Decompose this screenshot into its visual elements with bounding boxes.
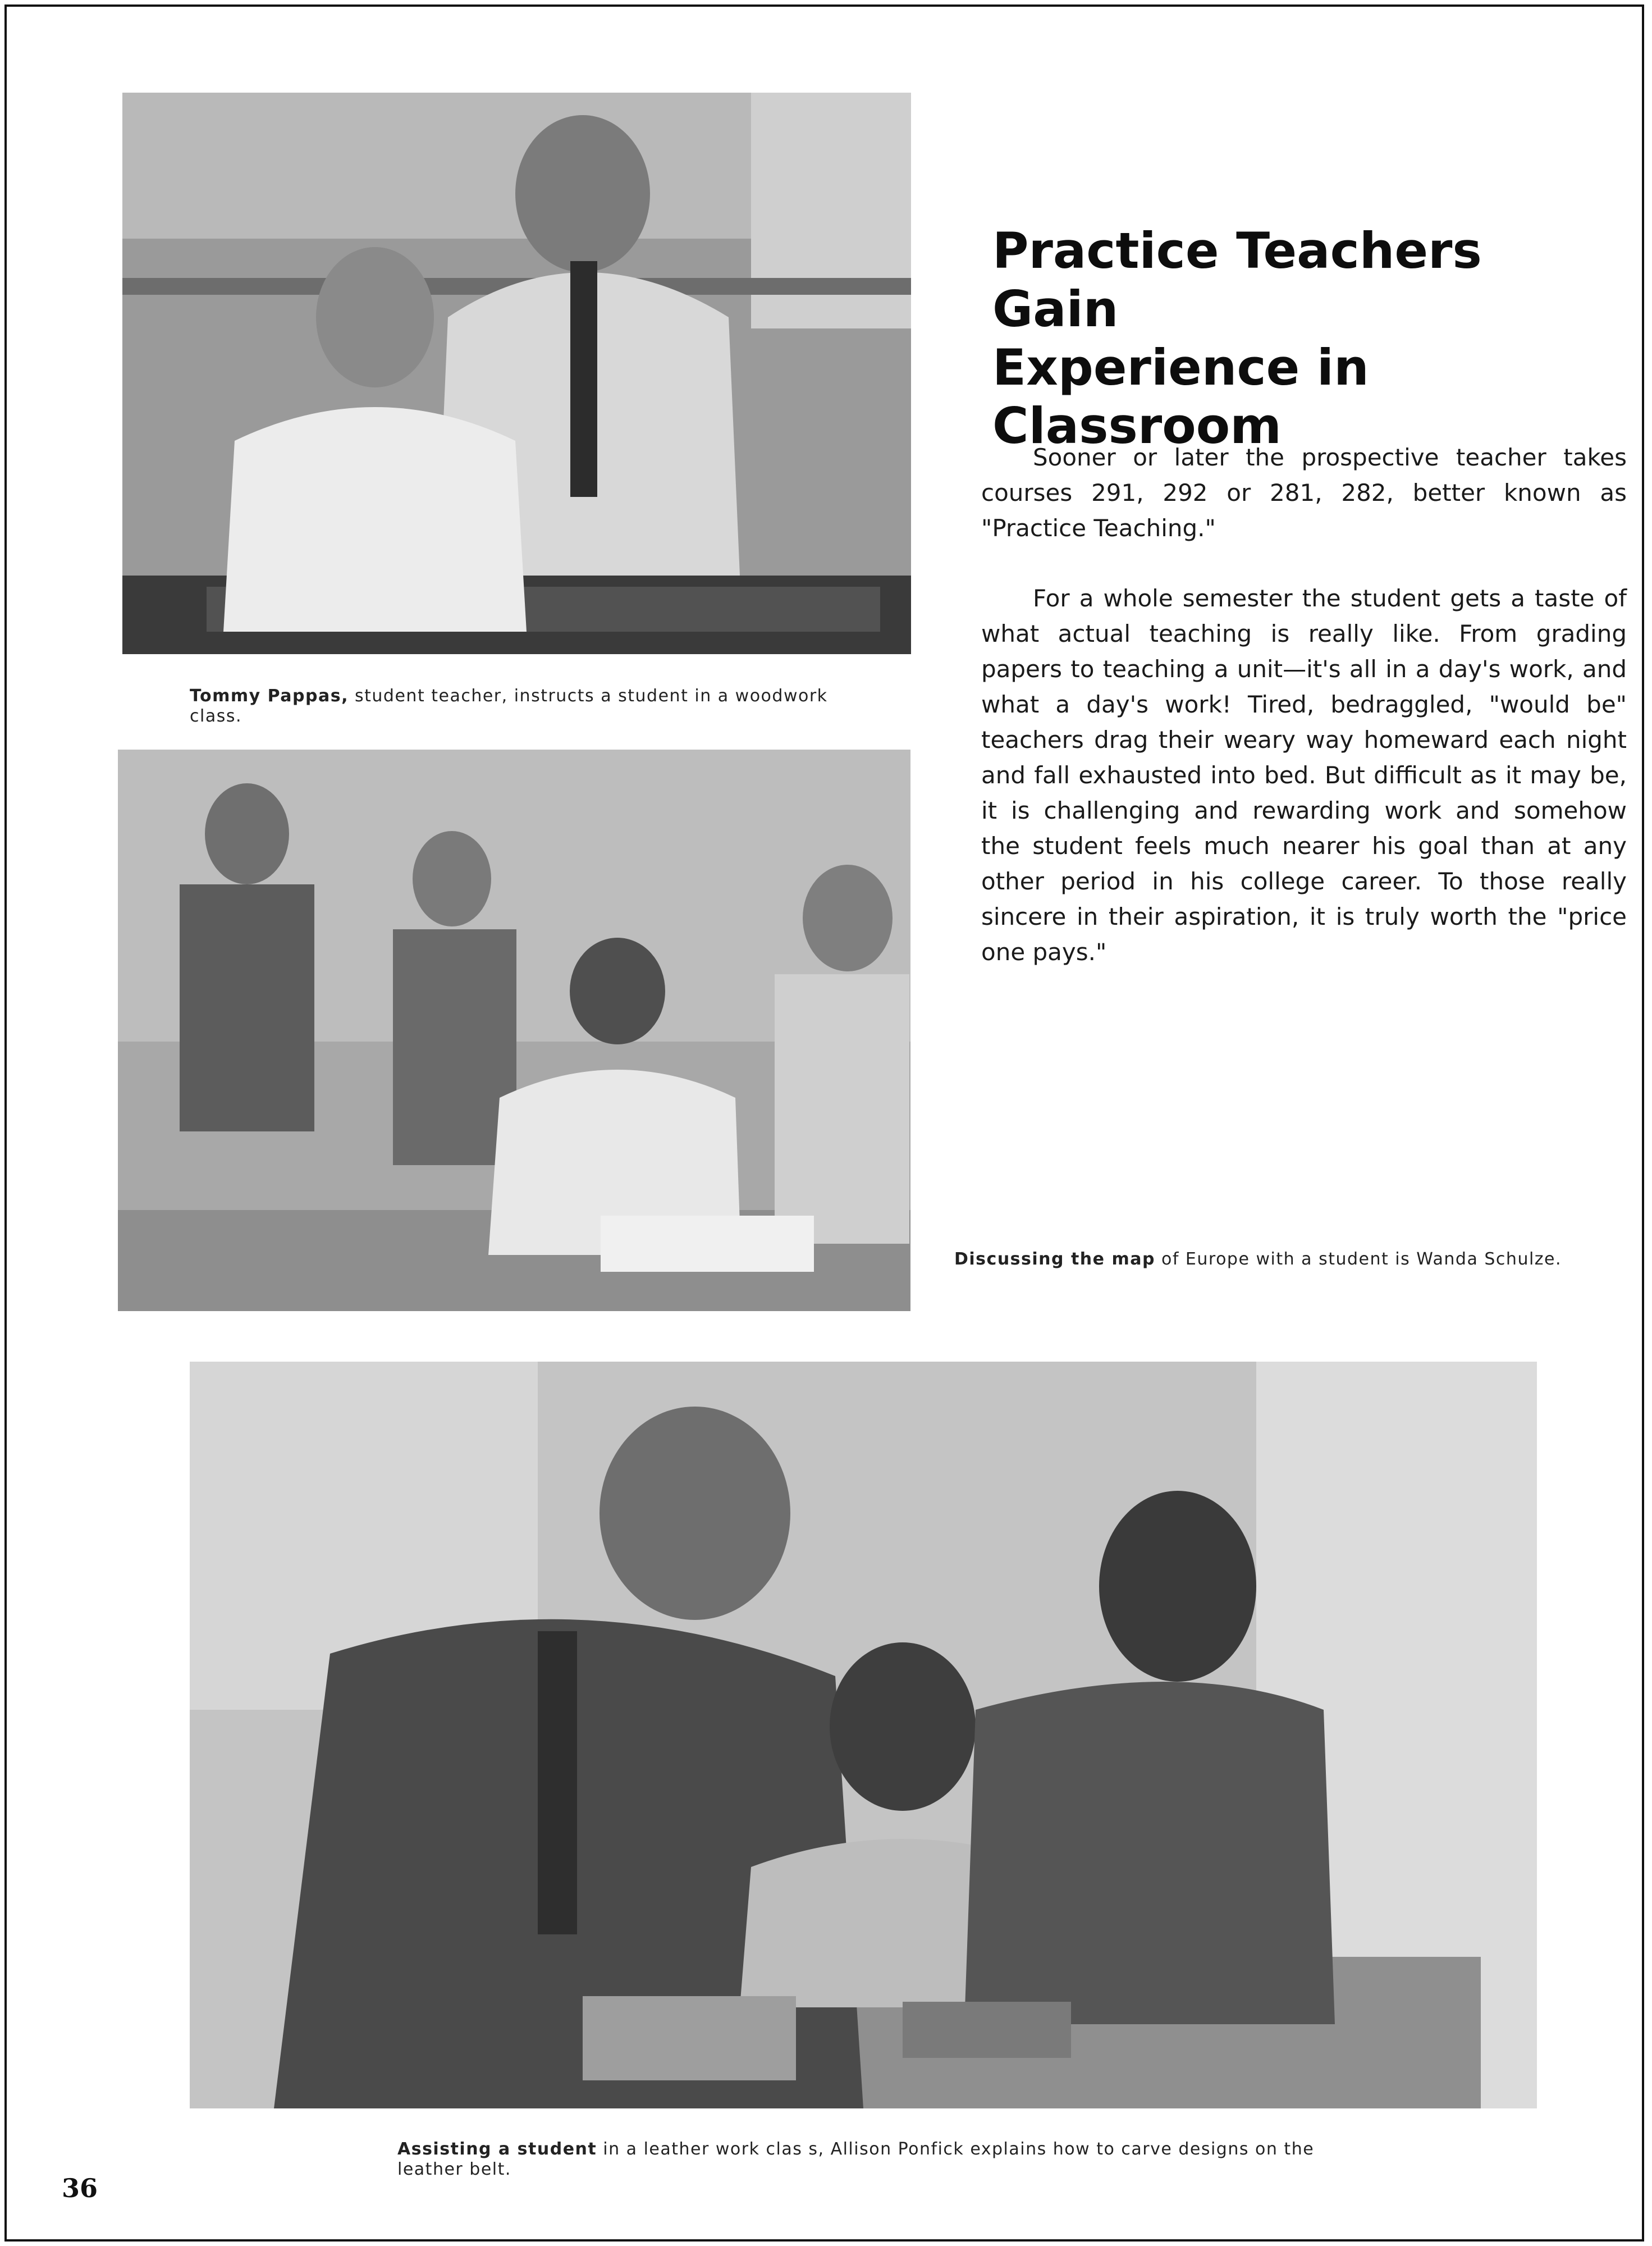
article-title-line-1: Practice Teachers Gain <box>992 222 1482 338</box>
map-caption-text: of Europe with a student is Wanda Schulze. <box>1155 1249 1562 1269</box>
article-paragraph: For a whole semester the student gets a taste of what actual teaching is really like. From grading papers to teaching a unit—it's all in a day's work, and what a day's work! Tired, bedraggled, "would be" teachers drag their weary way homeward each night and fall exhausted into bed. But difficult as it may be, it is challenging and rewarding work and somehow the student feels much nearer his goal than at any other period in his college career. To those really sincere in their aspiration, it is truly worth the "price one pays." <box>981 585 1627 966</box>
leather-caption-lead: Assisting a student <box>397 2139 597 2159</box>
map-caption-lead: Discussing the map <box>954 1249 1155 1269</box>
article-title <box>992 222 1621 455</box>
leather-caption <box>397 2139 1352 2180</box>
woodwork-caption-lead: Tommy Pappas, <box>190 686 349 706</box>
article-paragraph: Sooner or later the prospective teacher takes courses 291, 292 or 281, 282, better known as "Practice Teaching." <box>981 444 1627 542</box>
woodwork-caption-text: student teacher, instructs a student in a woodwork class. <box>190 686 828 726</box>
woodwork-class-photo <box>122 93 911 654</box>
leather-work-photo <box>190 1362 1537 2108</box>
leather-caption-text: in a leather work clas s, Allison Ponfick explains how to carve designs on the leather belt. <box>397 2139 1315 2179</box>
map-caption <box>954 1249 1628 1270</box>
article-title-line-2: Experience in Classroom <box>992 339 1369 455</box>
page-number: 36 <box>62 2173 98 2203</box>
woodwork-caption <box>190 686 855 727</box>
article-body <box>981 440 1627 1005</box>
map-discussion-photo <box>118 750 910 1311</box>
